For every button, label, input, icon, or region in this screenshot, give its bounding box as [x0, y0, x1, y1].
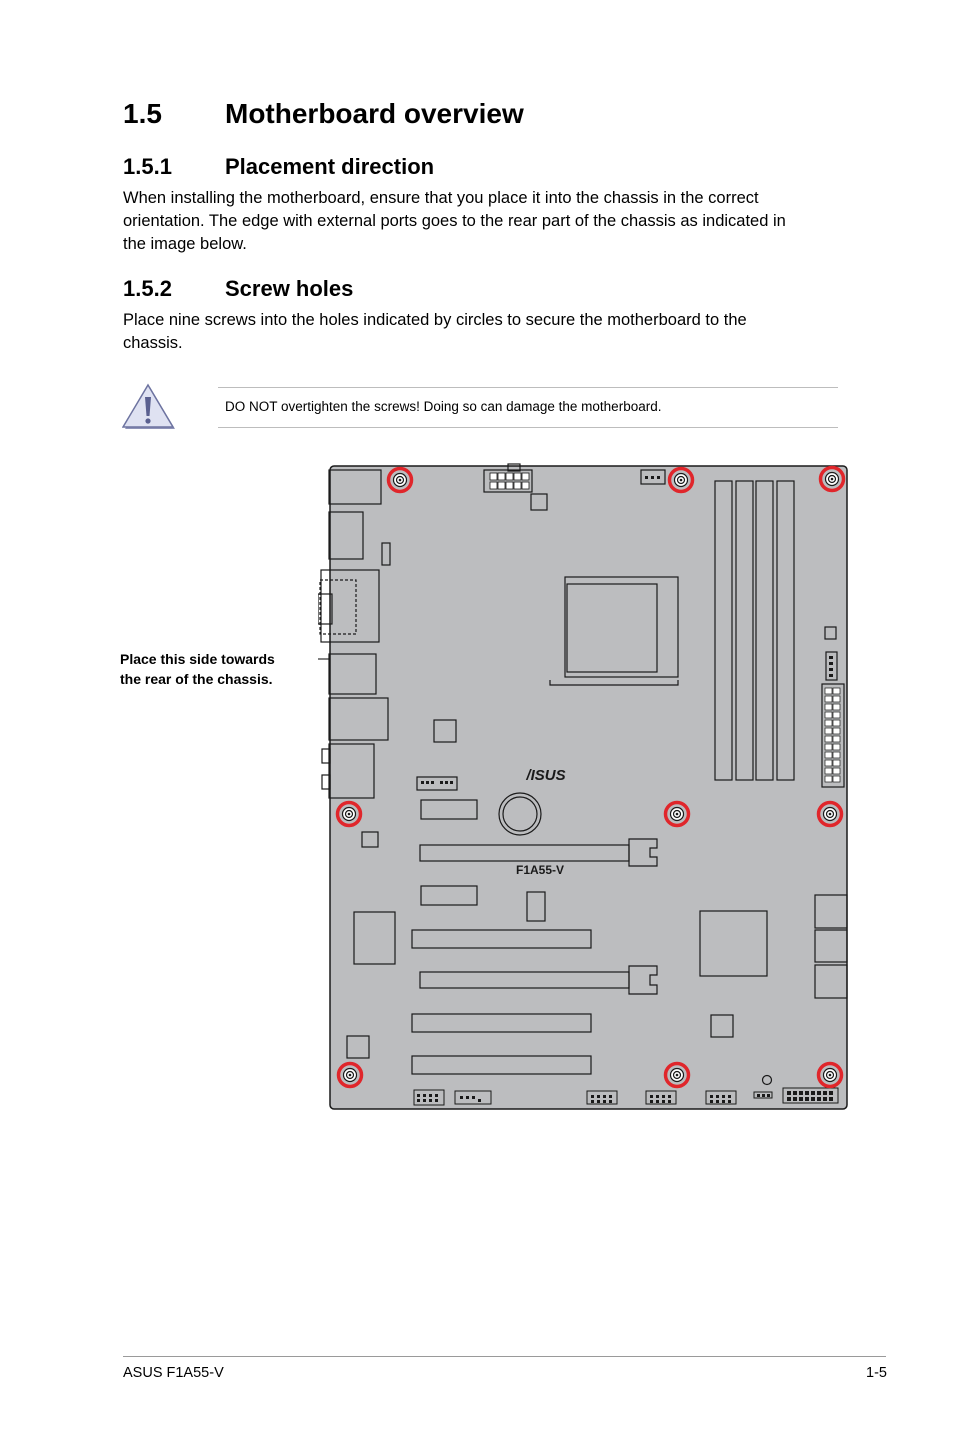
subsection-number: 1.5.2 — [123, 276, 172, 301]
subsection-number: 1.5.1 — [123, 154, 172, 179]
note-text: DO NOT overtighten the screws! Doing so can damage the motherboard. — [225, 399, 662, 414]
asus-logo: /ISUS — [526, 767, 566, 784]
paragraph-line: Place nine screws into the holes indicated by circles to secure the motherboard to the — [123, 311, 747, 329]
screws-paragraph — [123, 309, 843, 355]
rear-side-callout — [120, 649, 275, 689]
motherboard-diagram — [318, 456, 858, 1116]
section-number: 1.5 — [123, 98, 162, 129]
note-top-rule — [218, 387, 838, 388]
paragraph-line: the image below. — [123, 235, 247, 253]
placement-paragraph — [123, 187, 843, 256]
callout-line: Place this side towards — [120, 651, 275, 667]
note-bottom-rule — [218, 427, 838, 428]
warning-icon — [122, 383, 178, 433]
footer-product: ASUS F1A55-V — [123, 1365, 224, 1381]
subsection-title: Screw holes — [225, 276, 354, 301]
subsection-heading-screws — [123, 276, 353, 302]
section-heading — [123, 98, 524, 130]
paragraph-line: When installing the motherboard, ensure that you place it into the chassis in the correct — [123, 189, 759, 207]
paragraph-line: chassis. — [123, 334, 183, 352]
callout-line: the rear of the chassis. — [120, 671, 273, 687]
board-model-label: F1A55-V — [515, 863, 565, 877]
footer-rule — [123, 1356, 886, 1357]
subsection-title: Placement direction — [225, 154, 435, 179]
section-title: Motherboard overview — [225, 98, 524, 129]
subsection-heading-placement — [123, 154, 434, 180]
page-number: 1-5 — [866, 1365, 887, 1381]
board-outline — [330, 466, 847, 1109]
paragraph-line: orientation. The edge with external ports goes to the rear part of the chassis as indicated in — [123, 212, 786, 230]
